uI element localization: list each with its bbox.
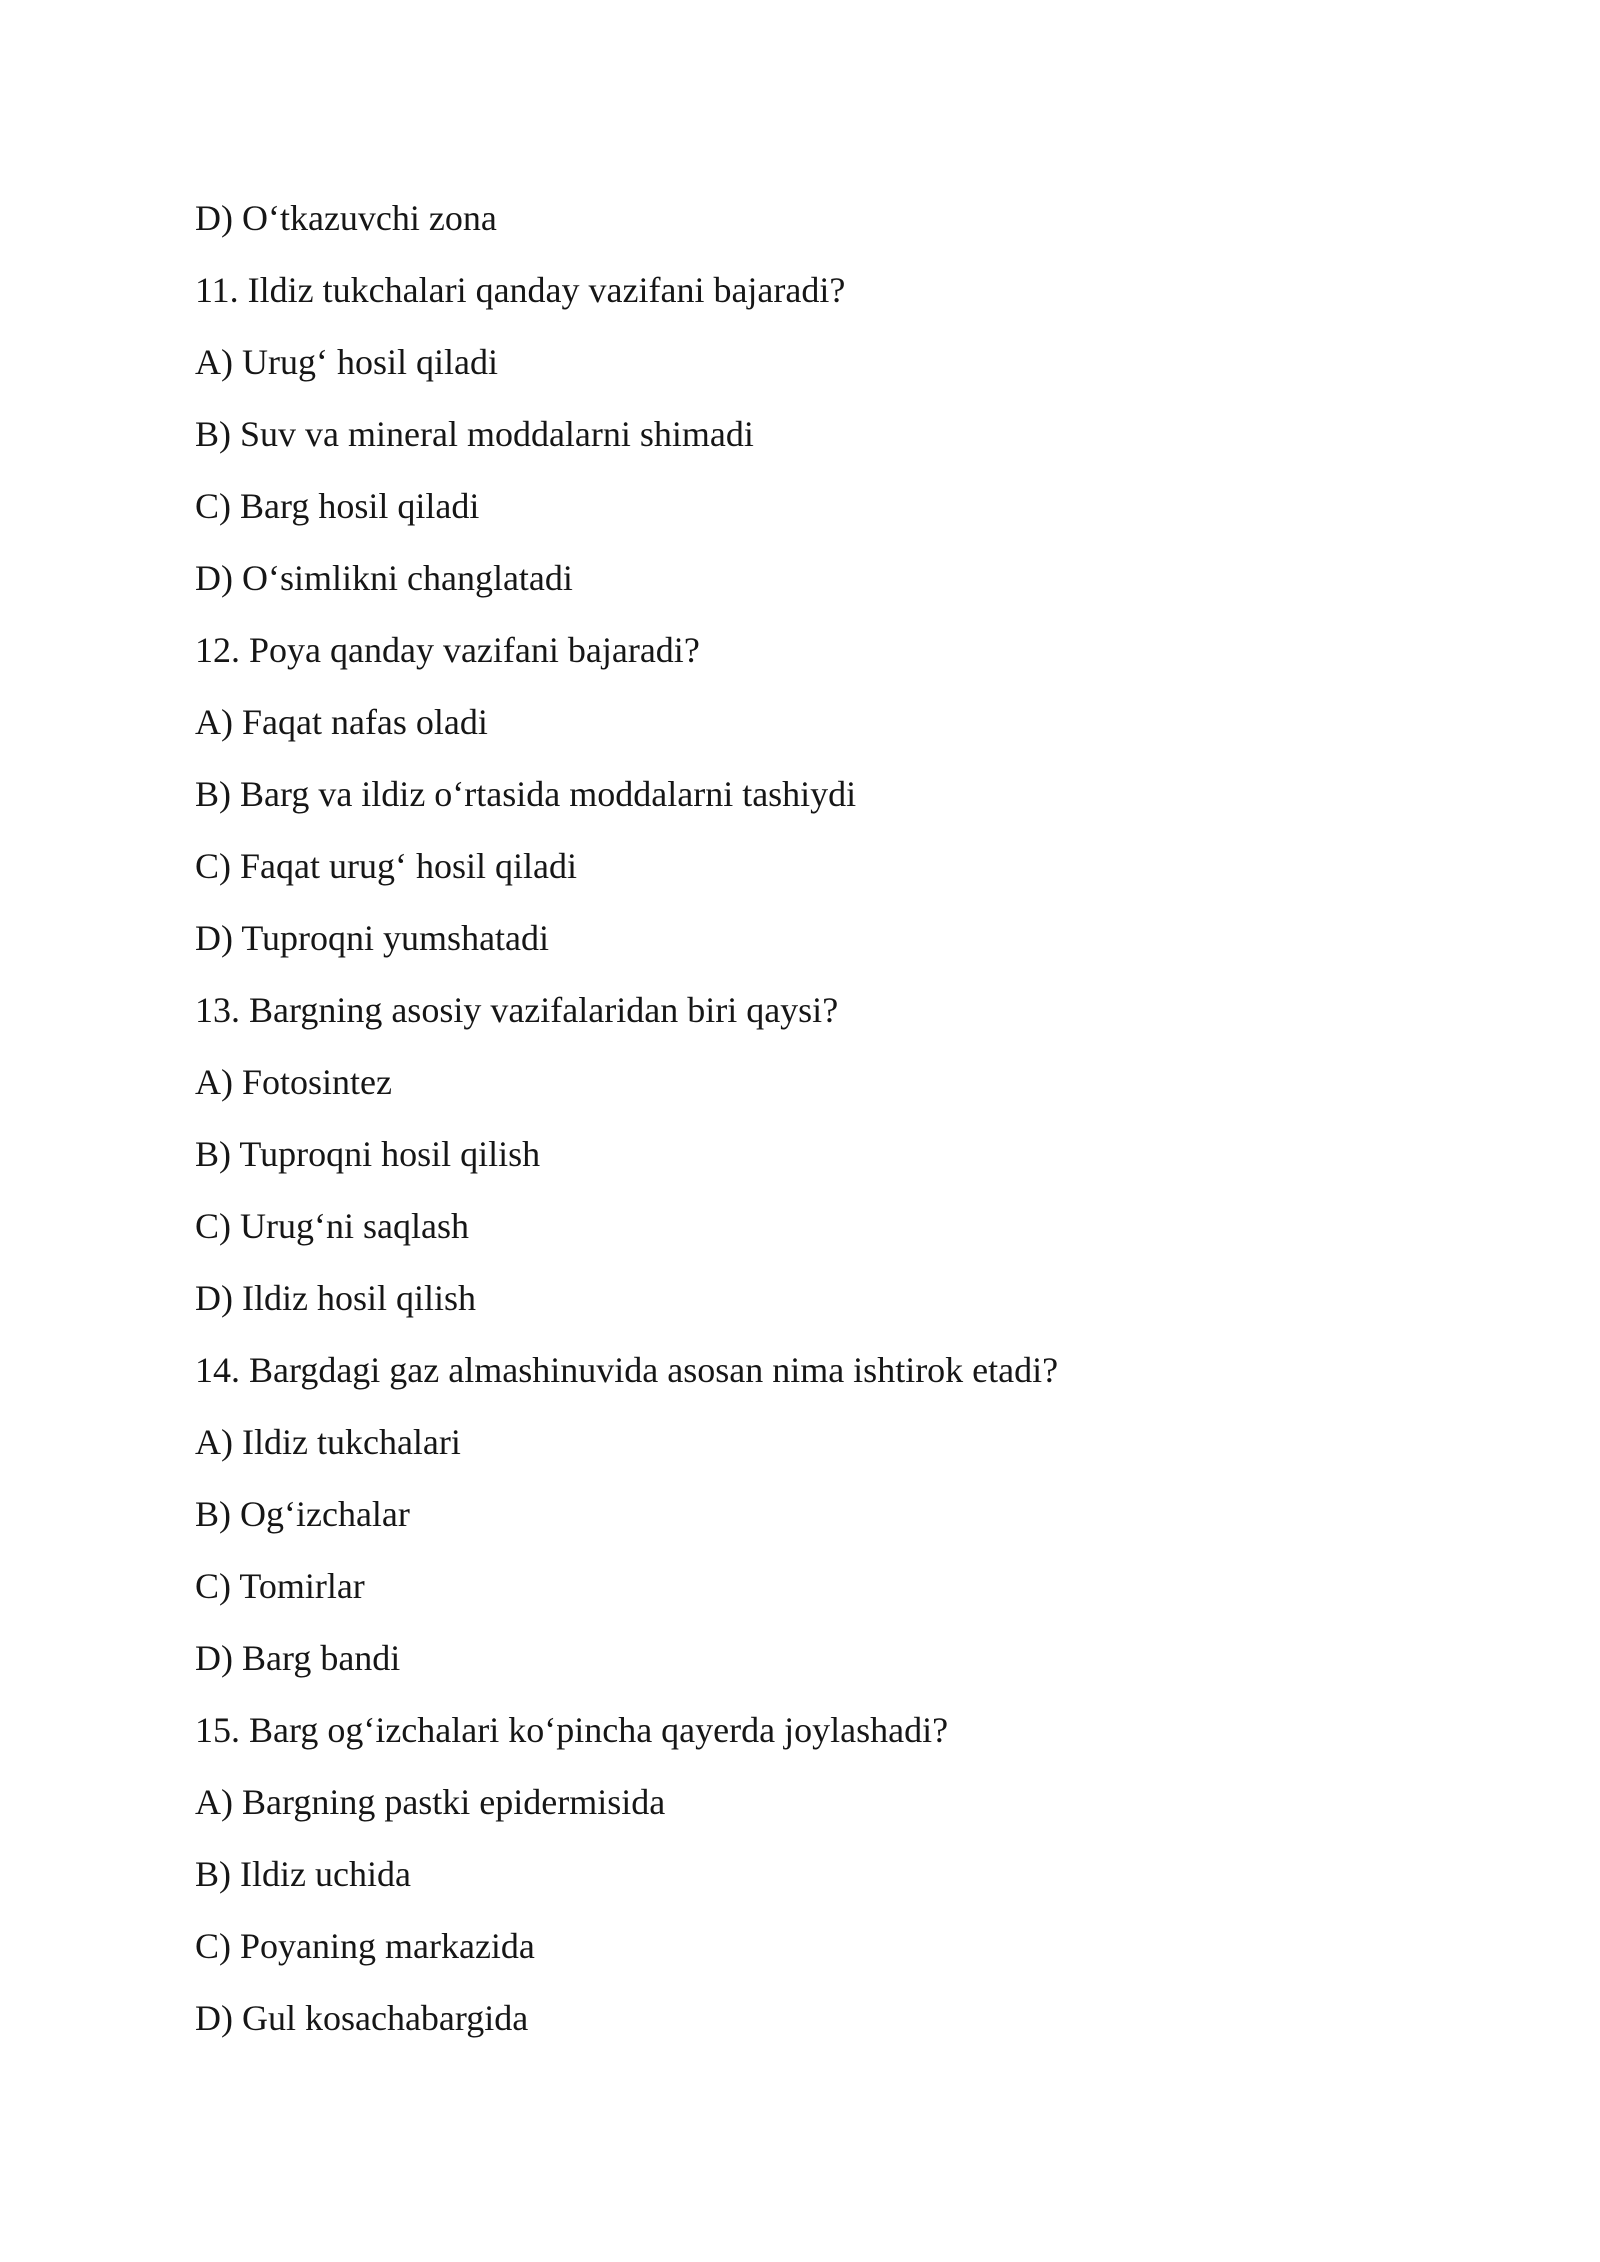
document-text bbox=[195, 188, 1445, 2060]
answer-option: C) Faqat urug‘ hosil qiladi bbox=[195, 846, 577, 886]
answer-option: D) Gul kosachabargida bbox=[195, 1998, 529, 2038]
answer-option: B) Ildiz uchida bbox=[195, 1854, 411, 1894]
answer-option: A) Urug‘ hosil qiladi bbox=[195, 342, 498, 382]
answer-option: D) O‘tkazuvchi zona bbox=[195, 198, 497, 238]
answer-option: A) Faqat nafas oladi bbox=[195, 702, 488, 742]
answer-option: D) O‘simlikni changlatadi bbox=[195, 558, 573, 598]
answer-option: C) Barg hosil qiladi bbox=[195, 486, 480, 526]
answer-option: D) Tuproqni yumshatadi bbox=[195, 918, 550, 958]
answer-option: A) Bargning pastki epidermisida bbox=[195, 1782, 666, 1822]
answer-option: D) Barg bandi bbox=[195, 1638, 401, 1678]
question-text: 12. Poya qanday vazifani bajaradi? bbox=[195, 630, 700, 670]
answer-option: C) Urug‘ni saqlash bbox=[195, 1206, 469, 1246]
question-text: 11. Ildiz tukchalari qanday vazifani bajaradi? bbox=[195, 270, 846, 310]
answer-option: C) Poyaning markazida bbox=[195, 1926, 535, 1966]
answer-option: A) Ildiz tukchalari bbox=[195, 1422, 461, 1462]
answer-option: A) Fotosintez bbox=[195, 1062, 392, 1102]
answer-option: D) Ildiz hosil qilish bbox=[195, 1278, 476, 1318]
answer-option: B) Tuproqni hosil qilish bbox=[195, 1134, 541, 1174]
answer-option: B) Barg va ildiz o‘rtasida moddalarni tashiydi bbox=[195, 774, 857, 814]
answer-option: B) Og‘izchalar bbox=[195, 1494, 410, 1534]
question-text: 15. Barg og‘izchalari ko‘pincha qayerda joylashadi? bbox=[195, 1710, 949, 1750]
question-text: 13. Bargning asosiy vazifalaridan biri qaysi? bbox=[195, 990, 839, 1030]
answer-option: B) Suv va mineral moddalarni shimadi bbox=[195, 414, 754, 454]
question-text: 14. Bargdagi gaz almashinuvida asosan nima ishtirok etadi? bbox=[195, 1350, 1059, 1390]
answer-option: C) Tomirlar bbox=[195, 1566, 365, 1606]
